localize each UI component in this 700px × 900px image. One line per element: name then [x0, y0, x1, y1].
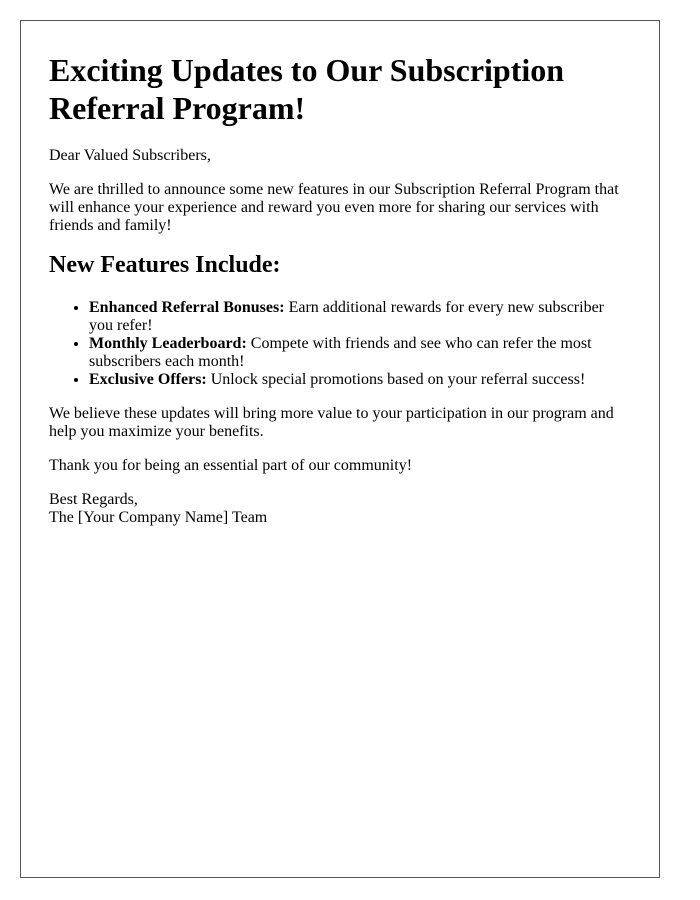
feature-label: Enhanced Referral Bonuses:: [89, 299, 285, 316]
letter-container: [20, 20, 660, 878]
intro-paragraph: We are thrilled to announce some new features in our Subscription Referral Program that will enhance your experience and reward you even more for sharing our services with friends and family!: [49, 181, 619, 234]
feature-text: Earn additional rewards for every new subscriber you refer!: [89, 299, 604, 334]
page-title: Exciting Updates to Our Subscription Referral Program!: [49, 52, 565, 126]
feature-text: Compete with friends and see who can refer the most subscribers each month!: [89, 335, 592, 370]
feature-label: Monthly Leaderboard:: [89, 335, 247, 352]
features-list: [49, 299, 631, 389]
feature-text: Unlock special promotions based on your referral success!: [206, 371, 586, 388]
feature-item-exclusive-offers: [89, 371, 631, 389]
feature-item-leaderboard: [89, 335, 631, 371]
closing-paragraph: We believe these updates will bring more value to your participation in our program and help you maximize your benefits.: [49, 405, 614, 440]
signoff-team: The [Your Company Name] Team: [49, 509, 268, 526]
signoff-regards: Best Regards,: [49, 491, 138, 508]
feature-label: Exclusive Offers:: [89, 371, 207, 388]
features-heading: New Features Include:: [49, 252, 281, 278]
greeting: Dear Valued Subscribers,: [49, 147, 211, 164]
feature-item-referral-bonuses: [89, 299, 631, 335]
thanks-paragraph: Thank you for being an essential part of our community!: [49, 457, 413, 474]
